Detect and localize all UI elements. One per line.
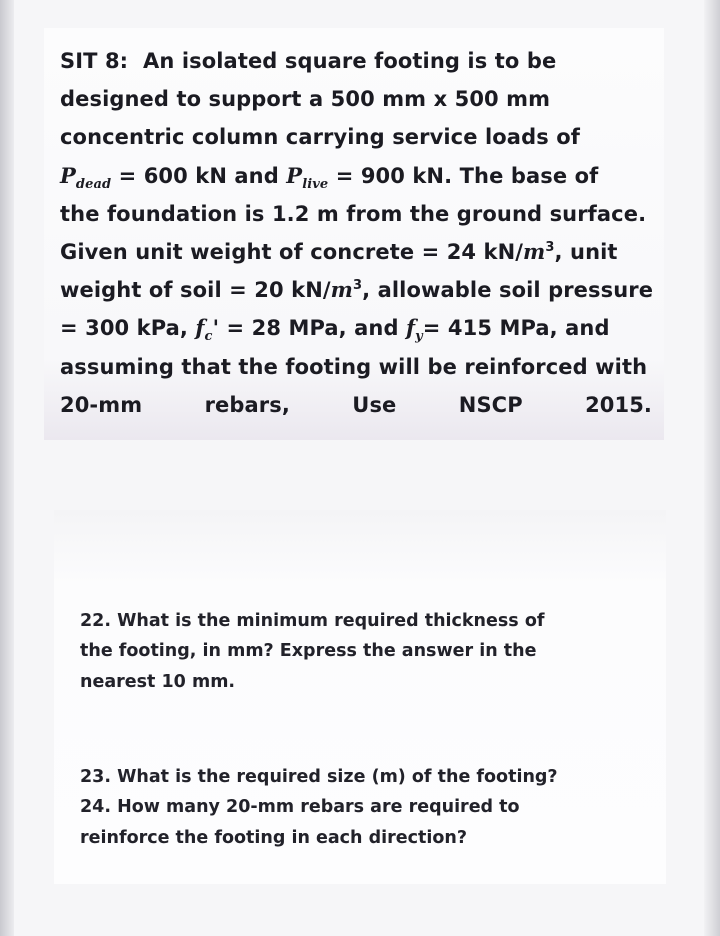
problem-line-1: SIT 8: An isolated square footing is to be [60, 49, 557, 73]
question-24-line-1: 24. How many 20-mm rebars are required to [80, 797, 520, 818]
problem-line-5: the foundation is 1.2 m from the ground surface. [60, 201, 647, 226]
page-edge-right [704, 0, 720, 936]
problem-line-8: = 300 kPa, $f_c' = 28$ MPa, and $f_y= 415$ MPa, and [60, 315, 610, 345]
problem-line-9: assuming that the footing will be reinforced with [60, 354, 648, 379]
problem-line-6: Given unit weight of concrete = 24 $kN/m^3$, unit [60, 239, 618, 265]
sit-label: SIT 8: [60, 49, 129, 73]
page-edge-left [0, 0, 14, 936]
problem-line-10: 20-mm rebars, Use NSCP 2015. [60, 392, 652, 417]
questions-23-24 [80, 762, 620, 853]
problem-line-7: weight of soil = 20 $kN/m^3$, allowable soil pressure [60, 277, 654, 303]
problem-statement [60, 42, 652, 424]
problem-line-4: $P_{dead} = 600$ kN and $P_{live} = 900$ kN. The base of [60, 162, 599, 192]
question-24-line-2: reinforce the footing in each direction? [80, 827, 467, 848]
question-23: 23. What is the required size (m) of the footing? [80, 767, 558, 787]
problem-line-3: concentric column carrying service loads of [60, 125, 580, 150]
problem-line-2: designed to support a 500 mm x 500 mm [60, 87, 551, 112]
question-22: 22. What is the minimum required thickness of the footing, in mm? Express the answer in the nearest 10 mm. [80, 611, 545, 692]
